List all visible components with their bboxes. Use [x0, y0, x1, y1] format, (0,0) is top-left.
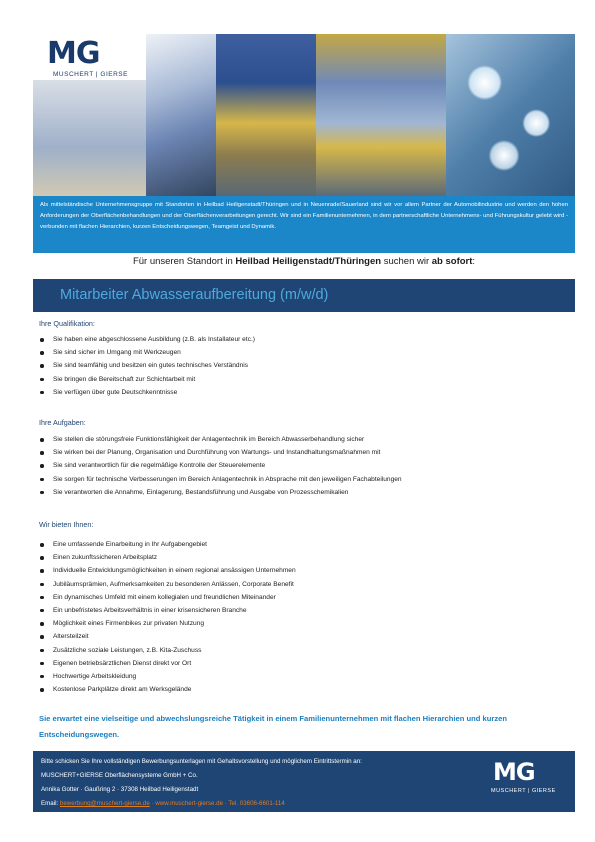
footer-logo-mark: MG	[493, 758, 535, 786]
location-post: :	[472, 256, 476, 267]
phone-number: · Tel. 03606-6601-114	[223, 800, 285, 807]
email-link[interactable]: bewerbung@muschert-gierse.de	[59, 800, 150, 807]
list-item: Sie haben eine abgeschlossene Ausbildung (z.B. als Installateur etc.)	[39, 333, 255, 346]
header-photo-2	[146, 34, 216, 196]
company-logo	[33, 34, 146, 80]
list-item: Möglichkeit eines Firmenbikes zur privaten Nutzung	[39, 617, 296, 630]
list-item: Jubiläumsprämien, Aufmerksamkeiten zu besonderen Anlässen, Corporate Benefit	[39, 578, 296, 591]
list-item: Einen zukunftssicheren Arbeitsplatz	[39, 551, 296, 564]
header-photo-3	[216, 34, 316, 196]
list-item: Hochwertige Arbeitskleidung	[39, 670, 296, 683]
list-item: Ein dynamisches Umfeld mit einem kollegialen und freundlichen Miteinander	[39, 591, 296, 604]
header-photo-4	[316, 34, 446, 196]
location-line	[33, 256, 575, 267]
list-item: Eigenen betriebsärztlichen Dienst direkt vor Ort	[39, 657, 296, 670]
list-item: Sie verfügen über gute Deutschkenntnisse	[39, 386, 255, 399]
location-place: Heilbad Heiligenstadt/Thüringen	[235, 256, 382, 267]
tasks-heading: Ihre Aufgaben:	[39, 418, 86, 427]
email-label: Email:	[41, 800, 60, 807]
website-link[interactable]: www.muschert-gierse.de	[155, 800, 224, 807]
qualifications-heading: Ihre Qualifikation:	[39, 319, 95, 328]
footer-logo	[491, 758, 561, 798]
job-title-bar	[33, 279, 575, 312]
list-item: Sie sind sicher im Umgang mit Werkzeugen	[39, 346, 255, 359]
logo-mark: MG	[47, 36, 100, 71]
contact-address: Annika Gotter · Gaußring 2 · 37308 Heilbad Heiligenstadt	[41, 786, 199, 793]
location-when: ab sofort	[431, 256, 473, 267]
logo-text: MUSCHERT | GIERSE	[53, 71, 128, 78]
separator: ·	[149, 800, 156, 807]
list-item: Sie stellen die störungsfreie Funktionsfähigkeit der Anlagentechnik im Bereich Abwasserbehandlung sicher	[39, 433, 402, 446]
footer-logo-text: MUSCHERT | GIERSE	[491, 788, 556, 794]
contact-company: MUSCHERT+GIERSE Oberflächensysteme GmbH + Co.	[41, 772, 198, 779]
tasks-list	[39, 433, 402, 499]
contact-lines	[41, 755, 362, 811]
list-item: Sie sind verantwortlich für die regelmäßige Kontrolle der Steuerelemente	[39, 459, 402, 472]
list-item: Sie wirken bei der Planung, Organisation und Durchführung von Wartungs- und Instandhaltungsmaßnahmen mit	[39, 446, 402, 459]
list-item: Individuelle Entwicklungsmöglichkeiten in einem regional ansässigen Unternehmen	[39, 564, 296, 577]
closing-statement: Sie erwartet eine vielseitige und abwechslungsreiche Tätigkeit in einem Familienunternehmen mit flachen Hierarchien und kurzen Entscheidungswegen.	[39, 714, 507, 739]
offers-list	[39, 538, 296, 696]
offers-heading: Wir bieten Ihnen:	[39, 520, 94, 529]
list-item: Sie verantworten die Annahme, Einlagerung, Bestandsführung und Ausgabe von Prozesschemikalien	[39, 486, 402, 499]
location-mid: suchen wir	[381, 256, 432, 267]
footer-contact	[33, 751, 575, 812]
company-intro: Als mittelständische Unternehmensgruppe mit Standorten in Heilbad Heiligenstadt/Thüringen und in Neuenrade/Sauerland sind wir vor allem Partner der Automobilindustrie und werden den hohen Anforderungen der Oberflächenbehandlungen und der Oberflächenverarbeitungen gerecht. Wir sind ein Familienunternehmen, in dem partnerschaftliche Unternehmens- und Führungskultur gelebt wird - verbunden mit flachen Hierarchien, kurzen Entscheidungswegen, Teamgeist und Dynamik.	[33, 196, 575, 253]
list-item: Ein unbefristetes Arbeitsverhältnis in einer krisensicheren Branche	[39, 604, 296, 617]
contact-line-email	[41, 797, 362, 811]
list-item: Eine umfassende Einarbeitung in Ihr Aufgabengebiet	[39, 538, 296, 551]
location-pre: Für unseren Standort in	[132, 256, 236, 267]
list-item: Kostenlose Parkplätze direkt am Werksgelände	[39, 683, 296, 696]
header-photo-5	[446, 34, 575, 196]
list-item: Zusätzliche soziale Leistungen, z.B. Kita-Zuschuss	[39, 644, 296, 657]
qualifications-list	[39, 333, 255, 399]
list-item: Sie sind teamfähig und besitzen ein gutes technisches Verständnis	[39, 359, 255, 372]
contact-intro: Bitte schicken Sie Ihre vollständigen Bewerbungsunterlagen mit Gehaltsvorstellung und möglichem Eintrittstermin an:	[41, 758, 362, 765]
job-title: Mitarbeiter Abwasseraufbereitung (m/w/d)	[60, 287, 329, 303]
list-item: Sie bringen die Bereitschaft zur Schichtarbeit mit	[39, 373, 255, 386]
list-item: Altersteilzeit	[39, 630, 296, 643]
list-item: Sie sorgen für technische Verbesserungen im Bereich Anlagentechnik in Absprache mit den jeweiligen Fachabteilungen	[39, 473, 402, 486]
